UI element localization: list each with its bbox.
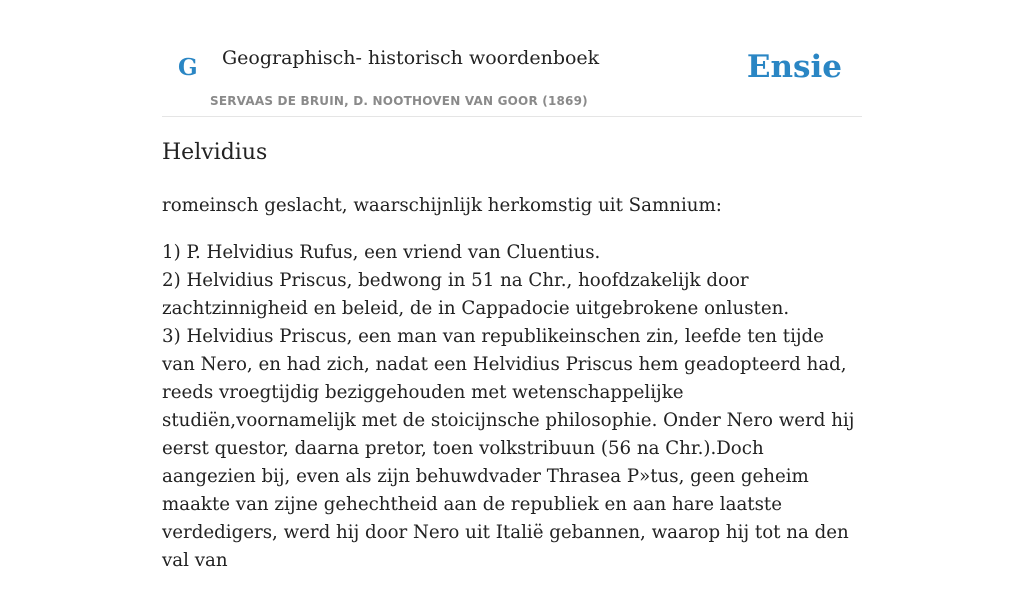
entry-title: Helvidius xyxy=(162,140,268,165)
header xyxy=(162,0,862,117)
entry-body xyxy=(162,192,862,594)
book-authors: SERVAAS DE BRUIN, D. NOOTHOVEN VAN GOOR (1869) xyxy=(210,94,588,108)
entry-item: 1) P. Helvidius Rufus, een vriend van Cluentius. xyxy=(162,242,601,263)
entry-item: 3) Helvidius Priscus, een man van republikeinschen zin, leefde ten tijde van Nero, en had zich, nadat een Helvidius Priscus hem geadopteerd had, reeds vroegtijdig beziggehouden met wetenschappelijke studiën,voornamelijk met de stoicijnsche philosophie. Onder Nero werd hij eerst questor, daarna pretor, toen volkstribuun (56 na Chr.).Doch aangezien bij, even als zijn behuwdvader Thrasea P»tus, geen geheim maakte van zijne gehechtheid aan de republiek en aan hare laatste verdedigers, werd hij door Nero uit Italië gebannen, waarop hij tot na den val van xyxy=(162,326,855,571)
page xyxy=(162,0,862,571)
book-title[interactable]: Geographisch- historisch woordenboek xyxy=(222,47,600,69)
entry-items xyxy=(162,239,862,575)
ensie-logo[interactable]: Ensie xyxy=(746,49,842,85)
entry-item: 2) Helvidius Priscus, bedwong in 51 na Chr., hoofdzakelijk door zachtzinnigheid en beleid, de in Cappadocie uitgebrokene onlusten. xyxy=(162,270,790,319)
entry-intro: romeinsch geslacht, waarschijnlijk herkomstig uit Samnium: xyxy=(162,195,722,216)
category-logo[interactable]: G xyxy=(178,54,198,81)
